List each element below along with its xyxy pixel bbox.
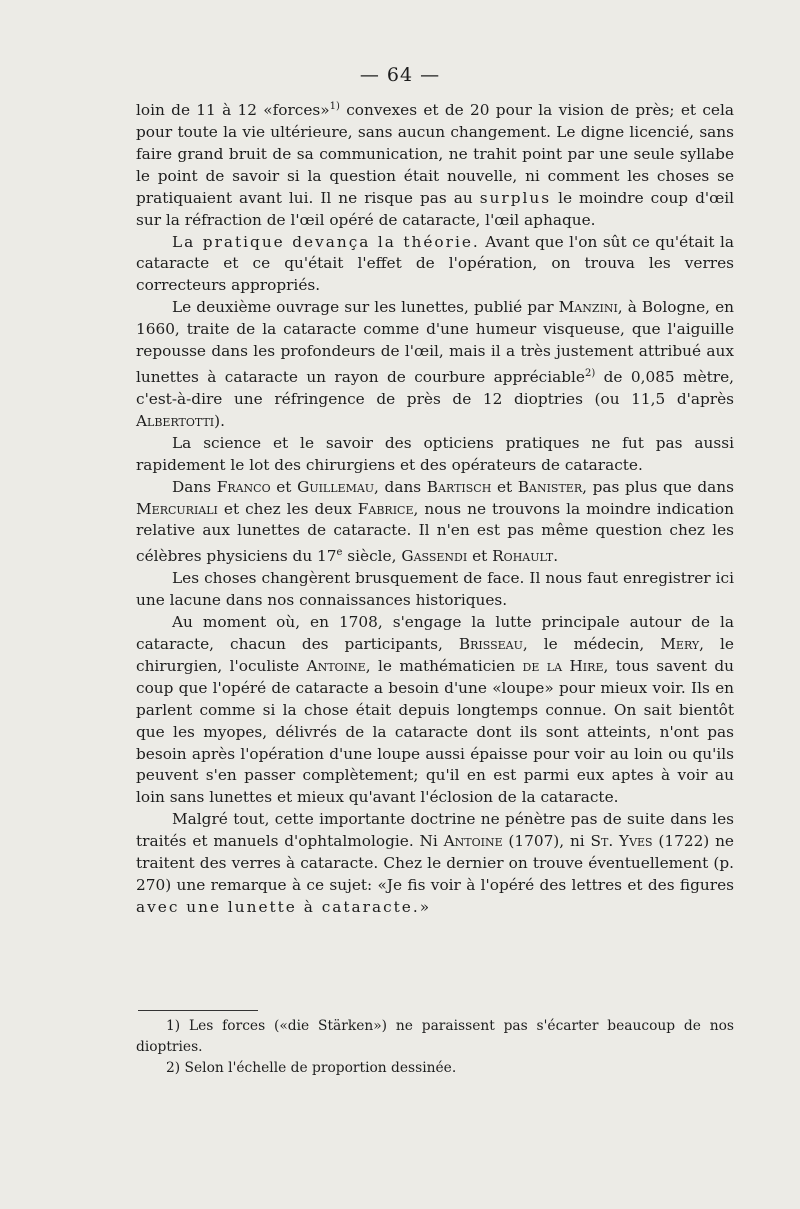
emphasis: La pratique devança la théorie.: [172, 232, 480, 251]
paragraph-5: [136, 477, 734, 569]
paragraph-8: [136, 809, 734, 919]
author-name: Guillemau: [297, 477, 375, 496]
footnote-1: 1) Les forces («die Stärken») ne paraissent pas s'écarter beaucoup de nos dioptries.: [136, 1018, 734, 1055]
paragraph-1: [136, 96, 734, 232]
text-run: loin de 11 à 12 «forces»: [136, 101, 330, 120]
author-name: Mery: [660, 635, 700, 654]
superscript: 2): [584, 367, 596, 379]
text-run: et: [467, 547, 493, 566]
text-run: siècle,: [342, 547, 402, 566]
text-run: et chez les deux: [217, 499, 358, 518]
author-name: Rohault: [492, 547, 554, 566]
text-run: le moindre coup d'œil sur la réfraction de l'œil opéré de cataracte, l'œil aphaque.: [136, 188, 735, 229]
author-name: Antoine: [306, 656, 366, 675]
text-run: de 0,085 mètre, c'est-à-dire une réfringence de près de 12 dioptries (ou 11,5 d'après: [136, 368, 734, 408]
author-name: St. Yves: [590, 832, 653, 851]
author-name: Manzini: [558, 298, 618, 317]
superscript: 1): [329, 101, 340, 112]
text-run: Malgré tout, cette importante doctrine ne pénètre pas de suite dans les traités et manuels d'ophtalmologie. Ni: [136, 810, 734, 851]
paragraph-2: [136, 232, 734, 298]
text-run: (1722) ne traitent des verres à cataracte. Chez le dernier on trouve éventuellement (p. 270) une remarque à ce sujet: «Je fis voir à l'opéré des lettres et des figures: [136, 832, 734, 894]
main-text: [136, 96, 734, 919]
superscript: e: [336, 547, 343, 559]
text-run: .: [553, 547, 559, 566]
emphasis: avec une lunette à cataracte.: [136, 897, 420, 916]
text-run: , nous ne trouvons la moindre indication relative aux lunettes de cataracte. Il n'en est pas même question chez les célèbres physiciens du 17: [136, 499, 734, 566]
text-run: convexes et de 20 pour la vision de près; et cela pour toute la vie ultérieure, sans aucun changement. Le digne licencié, sans faire grand bruit de sa communication, ne trahit point par une seule syllabe le point de savoir si la question était nouvelle, ni comment les choses se pratiquaient avant lui. Il ne risque pas au: [136, 101, 734, 207]
text-run: Au moment où, en 1708, s'engage la lutte principale autour de la cataracte, chacun des participants,: [136, 613, 734, 654]
footnote-divider: [138, 1010, 258, 1011]
author-name: Franco: [216, 477, 271, 496]
text-run: Avant que l'on sût ce qu'était la cataracte et ce qu'était l'effet de l'opération, on trouva les verres correcteurs appropriés.: [136, 232, 734, 295]
paragraph-7: [136, 612, 734, 809]
text-run: et: [270, 477, 298, 496]
footnotes: [136, 1016, 734, 1079]
author-name: Brisseau: [458, 635, 523, 654]
text-run: Les choses changèrent brusquement de face. Il nous faut enregistrer ici une lacune dans nos connaissances historiques.: [136, 569, 734, 610]
text-run: (1707), ni: [502, 832, 591, 851]
text-run: et: [491, 477, 518, 496]
author-name: Gassendi: [401, 547, 468, 566]
emphasis: surplus: [479, 188, 552, 207]
text-run: , pas plus que dans: [582, 477, 734, 496]
footnote-2: 2) Selon l'échelle de proportion dessinée.: [166, 1060, 457, 1076]
text-run: La science et le savoir des opticiens pratiques ne fut pas aussi rapidement le lot des chirurgiens et des opérateurs de cataracte.: [136, 433, 734, 474]
page-number: — 64 —: [359, 64, 441, 86]
text-run: , le mathématicien: [365, 656, 523, 675]
author-name: Mercuriali: [136, 499, 218, 518]
author-name: Bartisch: [426, 477, 492, 496]
text-run: ).: [214, 411, 225, 430]
author-name: de la Hire: [522, 656, 604, 675]
paragraph-3: [136, 297, 734, 433]
text-run: , tous savent du coup que l'opéré de cataracte a besoin d'une «loupe» pour mieux voir. Ils en parlent comme si la chose était depuis longtemps connue. On sait bientôt que les myopes, délivrés de la cataracte dont ils sont atteints, n'ont pas besoin après l'opération d'une loupe aussi épaisse pour voir au loin ou qu'ils peuvent s'en passer complètement; qu'il en est parmi eux aptes à voir au loin sans lunettes et mieux qu'avant l'éclosion de la cataracte.: [136, 656, 735, 807]
author-name: Banister: [517, 477, 583, 496]
paragraph-4: [136, 433, 734, 477]
text-run: , le médecin,: [522, 635, 661, 654]
text-run: , à Bologne, en 1660, traite de la cataracte comme d'une humeur visqueuse, que l'aiguille repousse dans les profondeurs de l'œil, mais il a très justement attribué aux lunettes à cataracte un rayon de courbure appréciable: [136, 298, 735, 387]
author-name: Antoine: [443, 832, 503, 851]
text-run: Dans: [172, 477, 217, 496]
text-run: , le chirurgien, l'oculiste: [136, 635, 734, 675]
text-run: , dans: [374, 477, 427, 496]
text-run: »: [419, 897, 430, 916]
text-run: Le deuxième ouvrage sur les lunettes, publié par: [172, 298, 559, 317]
paragraph-6: [136, 568, 734, 612]
author-name: Fabrice: [357, 499, 414, 518]
author-name: Albertotti: [136, 411, 215, 430]
